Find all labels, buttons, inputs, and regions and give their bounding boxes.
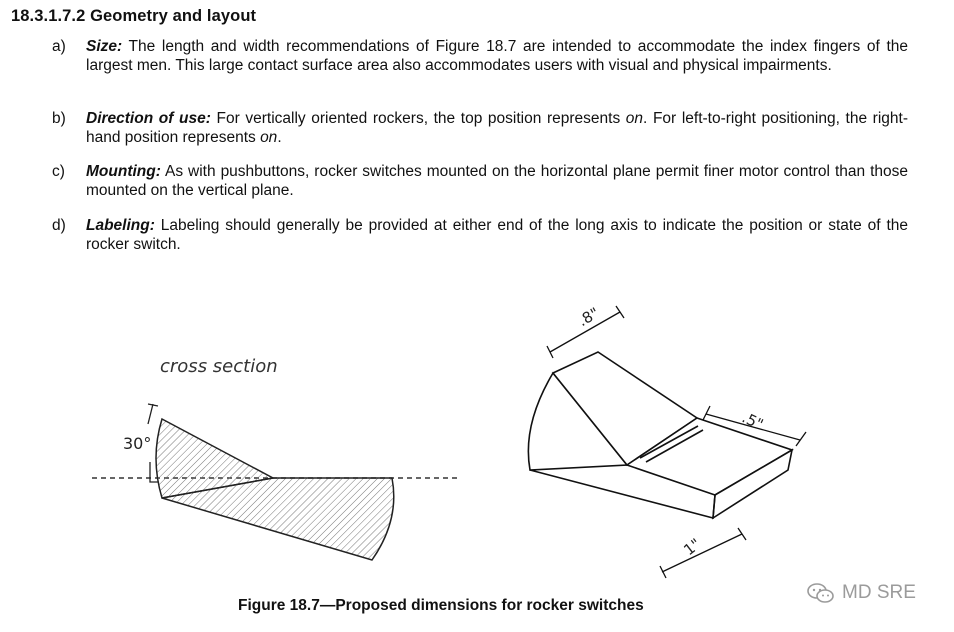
list-item-direction (52, 109, 908, 147)
watermark-text: MD SRE (842, 582, 916, 603)
angle-label: 30° (123, 434, 152, 453)
item-term: Mounting: (86, 163, 161, 180)
dimension-bottom-label: 1" (680, 534, 705, 560)
item-letter: a) (52, 38, 66, 55)
item-letter: c) (52, 163, 65, 180)
list-item-mounting (52, 162, 908, 200)
item-body (86, 109, 908, 147)
item-letter: b) (52, 110, 66, 127)
item-body (86, 162, 908, 200)
rocker-3d-drawing (528, 303, 806, 578)
cross-section-drawing (92, 404, 460, 560)
item-term: Direction of use: (86, 110, 211, 127)
dimension-top-label: .8" (574, 303, 603, 331)
figure-caption: Figure 18.7—Proposed dimensions for rocker switches (238, 597, 644, 614)
wechat-icon (806, 582, 836, 604)
item-term: Labeling: (86, 217, 155, 234)
list-item-size (52, 37, 908, 75)
item-text: . (277, 129, 282, 146)
watermark (806, 582, 916, 604)
item-body (86, 216, 908, 254)
item-emphasis: on (625, 110, 644, 127)
item-text: For vertically oriented rockers, the top position represents (210, 110, 626, 127)
item-text: As with pushbuttons, rocker switches mounted on the horizontal plane permit finer motor control than those mounted on the vertical plane. (86, 163, 908, 199)
list-item-labeling (52, 216, 908, 254)
cross-section-label: cross section (160, 356, 278, 377)
item-text: The length and width recommendations of Figure 18.7 are intended to accommodate the index fingers of the largest men. This large contact surface area also accommodates users with visual and physical impairments. (86, 38, 908, 74)
item-body (86, 37, 908, 75)
item-term: Size: (86, 38, 123, 55)
item-emphasis: on (260, 129, 278, 146)
angle-marker-top (148, 404, 158, 424)
item-letter: d) (52, 217, 66, 234)
item-text: Labeling should generally be provided at either end of the long axis to indicate the position or state of the rocker switch. (86, 217, 908, 253)
section-heading: 18.3.1.7.2 Geometry and layout (11, 7, 257, 25)
dimension-right-label: .5" (739, 408, 767, 434)
item-text: . For left-to-right positioning, the right-hand position represents (86, 110, 908, 146)
